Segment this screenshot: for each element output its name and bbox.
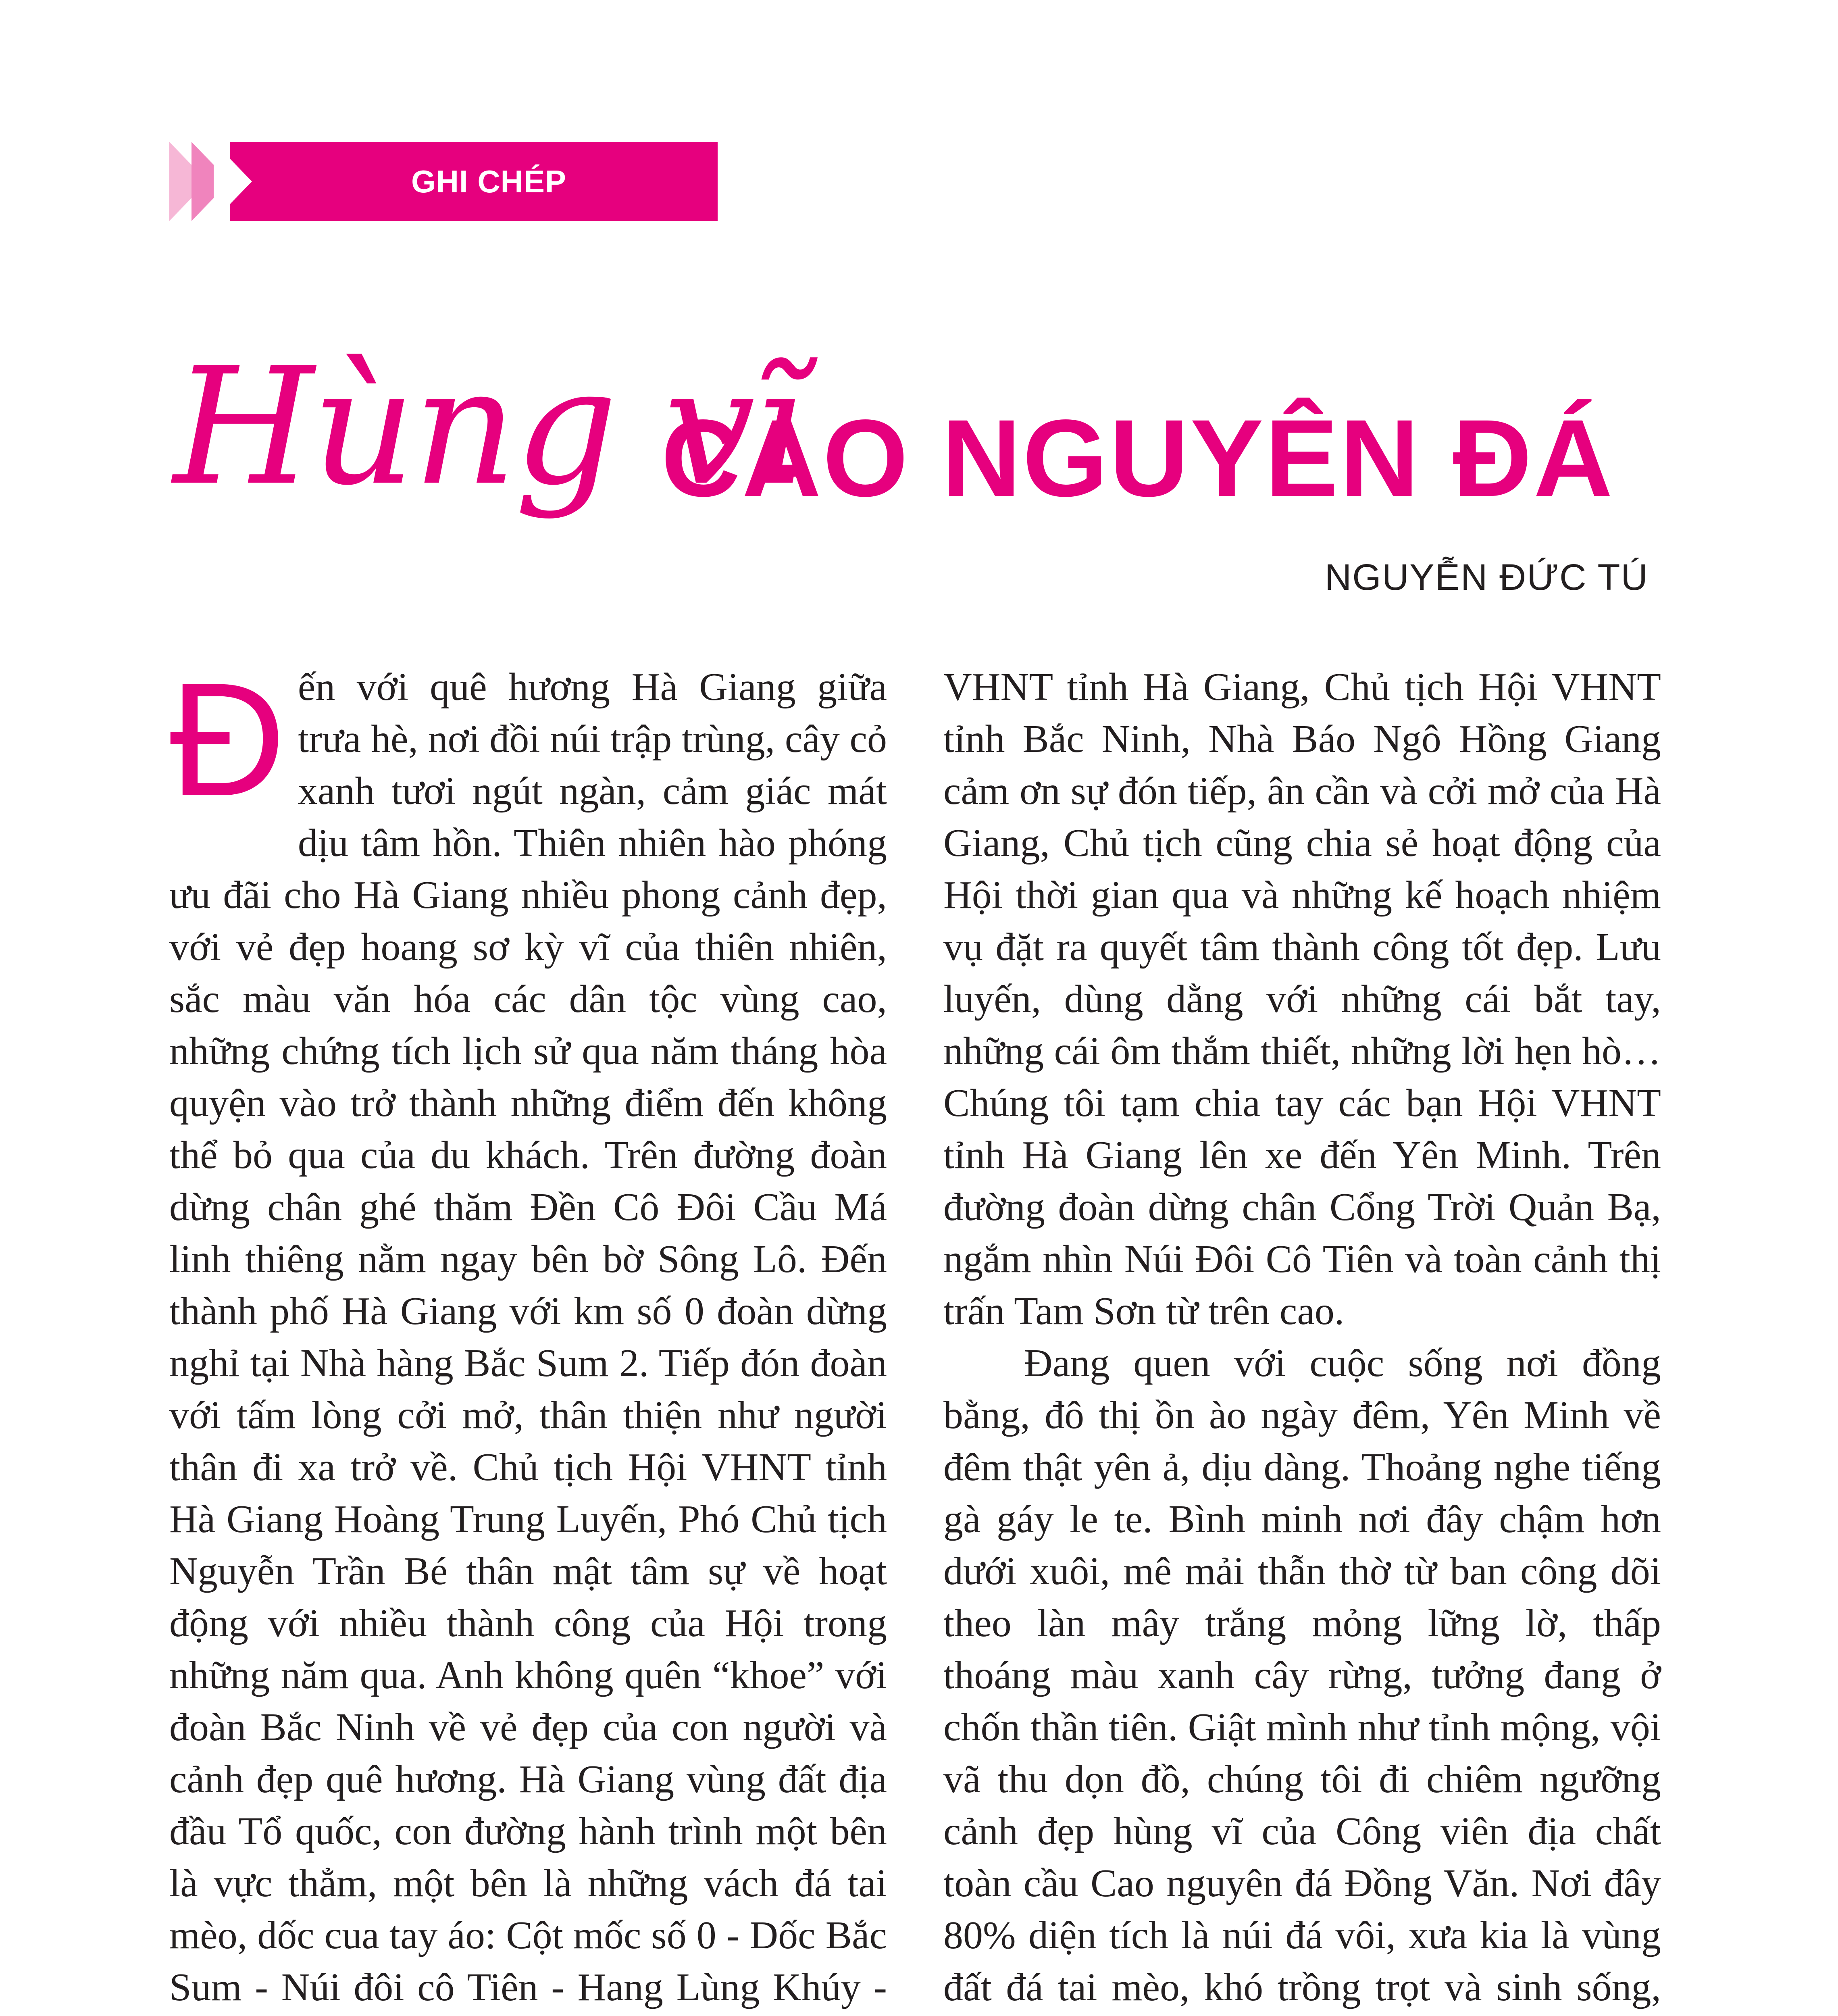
paragraph: Đang quen với cuộc sống nơi đồng bằng, đô thị ồn ào ngày đêm, Yên Minh về đêm thật yên ả, dịu dàng. Thoảng nghe tiếng gà gáy le te. Bình minh nơi đây chậm hơn dưới xuôi, mê mải thẫn thờ từ ban công dõi theo làn mây trắng mỏng lững lờ, thấp thoáng màu xanh cây rừng, tưởng đang ở chốn thần tiên. Giật mình như tỉnh mộng, vội vã thu dọn đồ, chúng tôi đi chiêm ngưỡng cảnh đẹp hùng vĩ của Công viên địa chất toàn cầu Cao nguyên đá Đồng Văn. Nơi đây 80% diện tích là núi đá vôi, xưa kia là vùng đất đá tai mèo, khó trồng trọt và sinh sống, [943,1341,1661,2009]
article-column-right [943,661,1661,2016]
paragraph: VHNT tỉnh Hà Giang, Chủ tịch Hội VHNT tỉnh Bắc Ninh, Nhà Báo Ngô Hồng Giang cảm ơn sự đón tiếp, ân cần và cởi mở của Hà Giang, Chủ tịch cũng chia sẻ hoạt động của Hội thời gian qua và những kế hoạch nhiệm vụ đặt ra quyết tâm thành công tốt đẹp. Lưu luyến, dùng dằng với những cái bắt tay, những cái ôm thắm thiết, những lời hẹn hò… Chúng tôi tạm chia tay các bạn Hội VHNT tỉnh Hà Giang lên xe đến Yên Minh. Trên đường đoàn dừng chân Cổng Trời Quản Bạ, ngắm nhìn Núi Đôi Cô Tiên và toàn cảnh thị trấn Tam Sơn từ trên cao. [943,665,1661,1333]
section-label: GHI CHÉP [411,164,567,199]
paragraph-text: ến với quê hương Hà Giang giữa trưa hè, nơi đồi núi trập trùng, cây cỏ xanh tươi ngút ngàn, cảm giác mát dịu tâm hồn. Thiên nhiên hào phóng ưu đãi cho Hà Giang nhiều phong cảnh đẹp, với vẻ đẹp hoang sơ kỳ vĩ của thiên nhiên, sắc màu văn hóa các dân tộc vùng cao, những chứng tích lịch sử qua năm tháng hòa quyện vào trở thành những điểm đến không thể bỏ qua của du khách. Trên đường đoàn dừng chân ghé thăm Đền Cô Đôi Cầu Má linh thiêng nằm ngay bên bờ Sông Lô. Đến thành phố Hà Giang với km số 0 đoàn dừng nghỉ tại Nhà hàng Bắc Sum 2. Tiếp đón đoàn với tấm lòng cởi mở, thân thiện như người thân đi xa trở về. Chủ tịch Hội VHNT tỉnh Hà Giang Hoàng Trung Luyến, Phó Chủ tịch Nguyễn Trần Bé thân mật tâm sự về hoạt động với nhiều thành công của Hội trong những năm qua. Anh không quên “khoe” với đoàn Bắc Ninh về vẻ đẹp của con người và cảnh đẹp quê hương. Hà Giang vùng đất địa đầu Tổ quốc, con đường hành trình một bên là vực thẳm, một bên là những vách đá tai mèo, dốc cua tay áo: Cột mốc số 0 - Dốc Bắc Sum - Núi đôi cô Tiên - Hang Lùng Khúy - [169,665,887,2009]
article-column-left [169,649,887,2016]
chevron-decoration [214,142,252,221]
title-script: Hùng vĩ [173,333,802,521]
paragraph [169,649,887,2016]
drop-cap: Đ [169,649,286,829]
author-byline: NGUYỄN ĐỨC TÚ [1324,557,1649,598]
section-banner [169,142,718,221]
title-main: CAO NGUYÊN ĐÁ [661,397,1615,519]
